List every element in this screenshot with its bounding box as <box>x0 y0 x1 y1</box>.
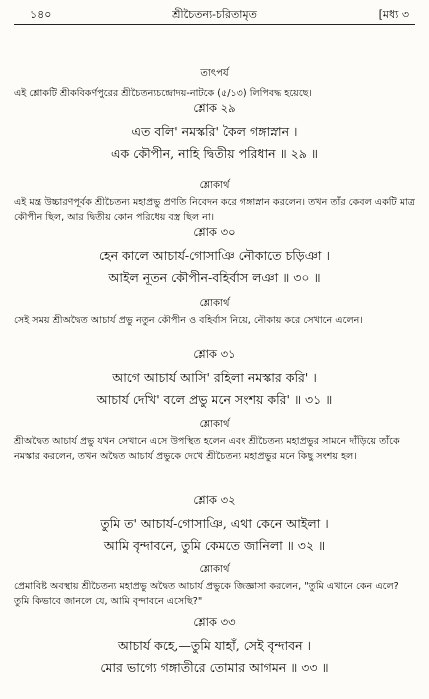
verse-heading: শ্লোক ৩২ <box>193 493 236 507</box>
translation-text: এই মন্ত্র উচ্চারণপূর্বক শ্রীচৈতন্য মহাপ্রভু প্রণতি নিবেদন করে গঙ্গাস্নান করলেন। তখন তাঁর কেবল একটি মাত্র কৌপীন ছিল, আর দ্বিতীয় কোন পরিধেয় বস্ত্র ছিল না। <box>14 197 415 223</box>
verse-heading: শ্লোক ২৯ <box>193 101 236 115</box>
verse-line: মোর ভাগ্যে গঙ্গাতীরে তোমার আগমন ॥ ৩৩ ॥ <box>100 660 329 675</box>
translation-32 <box>14 562 415 609</box>
verse-line: আচার্য কহে,—তুমি যাহাঁ, সেই বৃন্দাবন । <box>117 638 312 653</box>
translation-30 <box>14 296 415 328</box>
translation-31 <box>14 417 415 464</box>
verse-line: আগে আচার্য আসি' রহিলা নমস্কার করি' । <box>112 370 317 385</box>
verse-29 <box>14 100 415 163</box>
running-title: শ্রীচৈতন্য-চরিতামৃত <box>172 8 257 21</box>
translation-text: প্রেমাবিষ্ট অবস্থায় শ্রীচৈতন্য মহাপ্রভু অদ্বৈত আচার্য প্রভুকে জিজ্ঞাসা করলেন, "তুমি এখানে কেন এলে? তুমি কিভাবে জানলে যে, আমি বৃন্দাবনে এসেছি?" <box>14 581 399 607</box>
translation-heading: শ্লোকার্থ <box>199 180 230 191</box>
translation-29 <box>14 178 415 225</box>
purport-text: এই শ্লোকটি শ্রীকবিকর্ণপুরের শ্রীচৈতন্যচন্দ্রোদয়-নাটকে (৫/১৩) লিপিবদ্ধ হয়েছে। <box>14 88 312 99</box>
verse-line: আচার্য দেখি' বলে প্রভু মনে সংশয় করি' ॥ ৩১ ॥ <box>96 392 333 407</box>
section-label: [মধ্য ৩ <box>378 8 409 21</box>
intro-block <box>14 66 415 101</box>
verse-heading: শ্লোক ৩৩ <box>193 615 236 629</box>
verse-heading: শ্লোক ৩০ <box>193 225 236 239</box>
verse-line: আইল নূতন কৌপীন-বহির্বাস লঞা ॥ ৩০ ॥ <box>108 270 321 285</box>
translation-text: শ্রীঅদ্বৈত আচার্য প্রভু যখন সেখানে এসে উপস্থিত হলেন এবং শ্রীচৈতন্য মহাপ্রভুর সামনে দাঁড়িয়ে তাঁকে নমস্কার করলেন, তখন অদ্বৈত আচার্য প্রভুকে দেখে শ্রীচৈতন্য মহাপ্রভুর মনে কিছু সংশয় হল। <box>14 436 400 462</box>
page-header <box>14 0 415 25</box>
verse-32 <box>14 492 415 555</box>
verse-line: আমি বৃন্দাবনে, তুমি কেমতে জানিলা ॥ ৩২ ॥ <box>103 538 326 553</box>
verse-30 <box>14 224 415 287</box>
verse-heading: শ্লোক ৩১ <box>193 347 236 361</box>
verse-line: এক কৌপীন, নাহি দ্বিতীয় পরিধান ॥ ২৯ ॥ <box>111 146 318 161</box>
purport-heading: তাৎপর্য <box>200 68 229 79</box>
verse-line: তুমি ত' আচার্য-গোসাঞি, এথা কেনে আইলা । <box>100 516 329 531</box>
translation-heading: শ্লোকার্থ <box>199 298 230 309</box>
translation-heading: শ্লোকার্থ <box>199 564 230 575</box>
verse-line: এত বলি' নমস্করি' কৈল গঙ্গাস্নান । <box>131 124 298 139</box>
translation-text: সেই সময় শ্রীঅদ্বৈত আচার্য প্রভু নতুন কৌপীন ও বহির্বাস নিয়ে, নৌকায় করে সেখানে এলেন। <box>14 315 363 326</box>
page-number: ১৪০ <box>30 8 52 21</box>
translation-heading: শ্লোকার্থ <box>199 419 230 430</box>
verse-line: হেন কালে আচার্য-গোসাঞি নৌকাতে চড়িঞা । <box>98 248 330 263</box>
verse-31 <box>14 346 415 409</box>
verse-33 <box>14 614 415 677</box>
